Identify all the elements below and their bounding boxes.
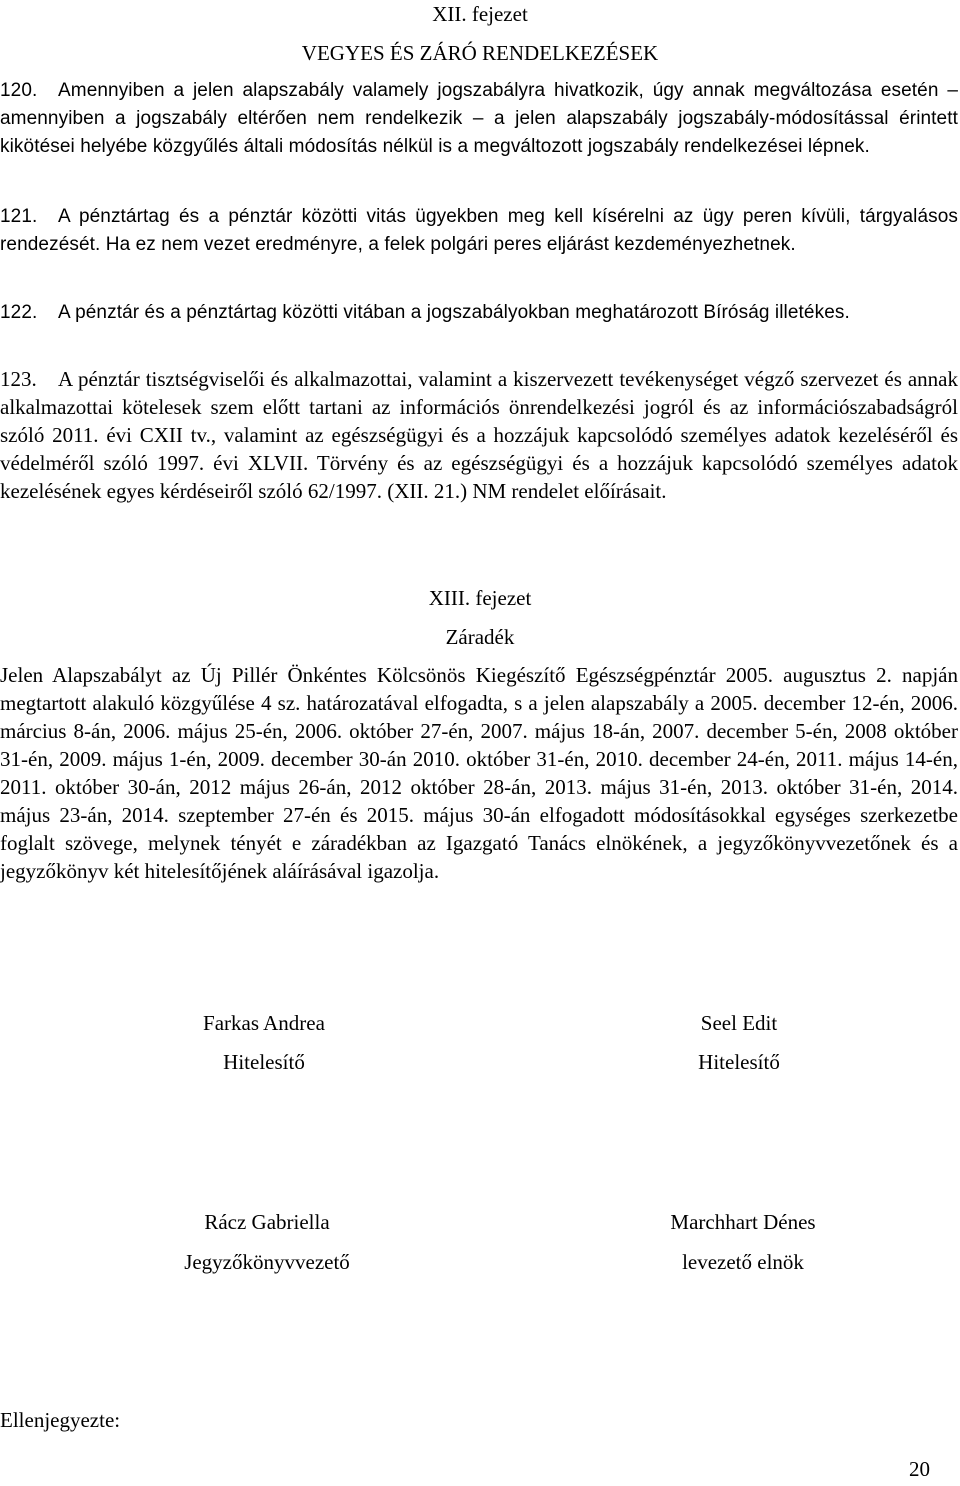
section-123 xyxy=(0,365,958,505)
chapter-12-subtitle: VEGYES ÉS ZÁRÓ RENDELKEZÉSEK xyxy=(301,41,659,65)
signature-name: Seel Edit xyxy=(700,1011,778,1035)
section-text: A pénztár tisztségviselői és alkalmazottai, valamint a kiszervezett tevékenységet végző szervezet és annak alkalmazottai kötelesek szem előtt tartani az információs önrendelkezési jogról és az információszabadságról szóló 2011. évi CXII tv., valamint az egészségügyi és a hozzájuk kapcsolódó személyes adatok kezeléséről és védelméről szóló 1997. évi XLVII. Törvény és az egészségügyi és a hozzájuk kapcsolódó személyes adatok kezelésének egyes kérdéseiről szóló 62/1997. (XII. 21.) NM rendelet előírásait. xyxy=(0,367,958,503)
section-number: 122. xyxy=(0,302,38,323)
signature-role: levezető elnök xyxy=(682,1250,804,1274)
closing-clause: Jelen Alapszabályt az Új Pillér Önkéntes Kölcsönös Kiegészítő Egészségpénztár 2005. augusztus 2. napján megtartott alakuló közgyűlése 4 sz. határozatával elfogadta, s a jelen alapszabály a 2005. december 12-én, 2006. március 8-án, 2006. május 25-én, 2006. október 27-én, 2007. május 18-án, 2007. december 5-én, 2008 október 31-én, 2009. május 1-én, 2009. december 30-án 2010. október 31-én, 2010. december 24-én, 2011. május 14-én, 2011. október 30-án, 2012 május 26-án, 2012 október 28-án, 2013. május 31-én, 2013. október 31-én, 2014. május 23-án, 2014. szeptember 27-én és 2015. május 30-án elfogadott módosításokkal egységes szerkezetbe foglalt szövege, melynek tényét e záradékban az Igazgató Tanács elnökének, a jegyzőkönyvvezetőnek és a jegyzőkönyv két hitelesítőjének aláírásával igazolja. xyxy=(0,663,958,883)
section-number: 121. xyxy=(0,206,38,227)
page-number: 20 xyxy=(909,1457,930,1481)
section-number: 120. xyxy=(0,80,38,101)
section-text: A pénztár és a pénztártag közötti vitában a jogszabályokban meghatározott Bíróság illetékes. xyxy=(58,302,850,323)
signature-role: Jegyzőkönyvvezető xyxy=(184,1250,350,1274)
section-122 xyxy=(0,299,958,327)
signature-name: Farkas Andrea xyxy=(203,1011,325,1035)
signature-name: Rácz Gabriella xyxy=(204,1210,330,1234)
section-text: Amennyiben a jelen alapszabály valamely jogszabályra hivatkozik, úgy annak megváltozása esetén – amennyiben a jogszabály eltérően nem rendelkezik – a jelen alapszabály jogszabály-módosítással érintett kikötései helyébe közgyűlés általi módosítás nélkül is a megváltozott jogszabály rendelkezései lépnek. xyxy=(0,80,958,157)
section-120 xyxy=(0,77,958,161)
countersign-label: Ellenjegyezte: xyxy=(0,1408,121,1432)
chapter-13-subtitle: Záradék xyxy=(445,625,515,649)
chapter-13-title: XIII. fejezet xyxy=(428,586,532,610)
chapter-12-title: XII. fejezet xyxy=(432,2,528,26)
signature-role: Hitelesítő xyxy=(223,1050,305,1074)
signature-role: Hitelesítő xyxy=(698,1050,780,1074)
section-number: 123. xyxy=(0,367,37,391)
section-text: A pénztártag és a pénztár közötti vitás ügyekben meg kell kísérelni az ügy peren kívüli, tárgyalásos rendezését. Ha ez nem vezet eredményre, a felek polgári peres eljárást kezdeményezhetnek. xyxy=(0,206,958,255)
signature-name: Marchhart Dénes xyxy=(670,1210,816,1234)
section-121 xyxy=(0,203,958,259)
